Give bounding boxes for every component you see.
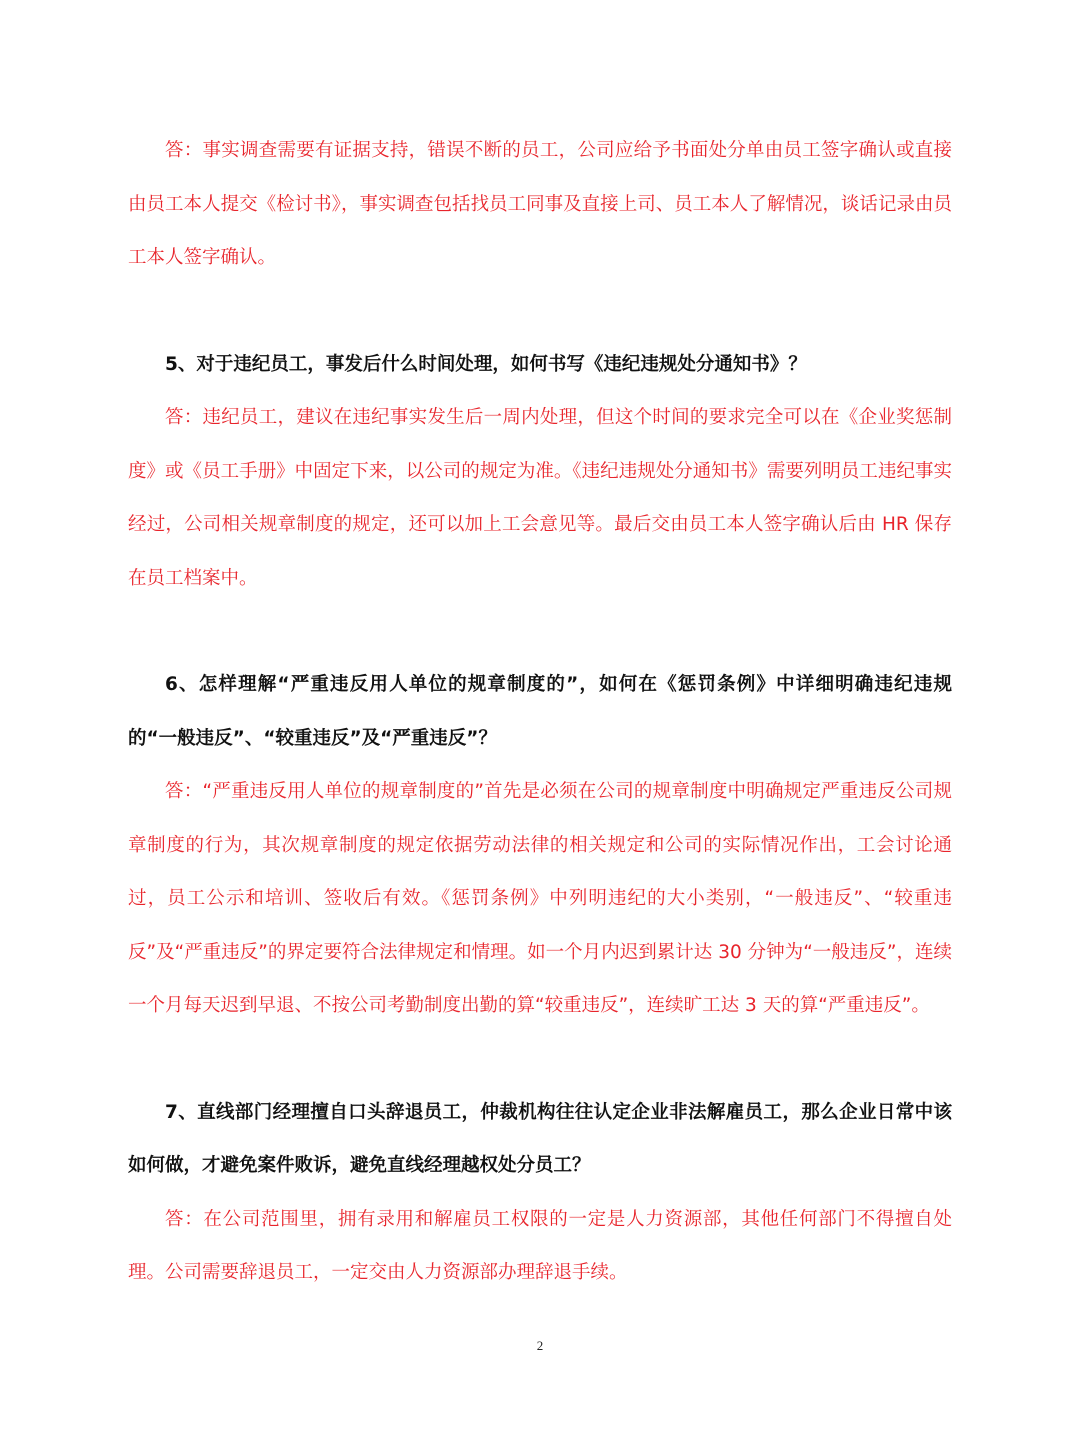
answer-paragraph-4: 答：事实调查需要有证据支持，错误不断的员工，公司应给予书面处分单由员工签字确认或直接由员工本人提交《检讨书》，事实调查包括找员工同事及直接上司、员工本人了解情况，谈话记录由员工本人签字确认。 [128,140,952,268]
question-5: 5、对于违纪员工，事发后什么时间处理，如何书写《违纪违规处分通知书》？ [165,353,807,375]
question-6: 6、怎样理解“严重违反用人单位的规章制度的”，如何在《惩罚条例》中详细明确违纪违规的“一般违反”、“较重违反”及“严重违反”？ [128,674,952,749]
answer-paragraph-5: 答：违纪员工，建议在违纪事实发生后一周内处理，但这个时间的要求完全可以在《企业奖惩制度》或《员工手册》中固定下来，以公司的规定为准。《违纪违规处分通知书》需要列明员工违纪事实经过，公司相关规章制度的规定，还可以加上工会意见等。最后交由员工本人签字确认后由 HR 保存在员工档案中。 [128,407,952,589]
answer-paragraph-7: 答：在公司范围里，拥有录用和解雇员工权限的一定是人力资源部，其他任何部门不得擅自处理。公司需要辞退员工，一定交由人力资源部办理辞退手续。 [128,1208,952,1283]
document-body [128,124,952,1300]
question-7: 7、直线部门经理擅自口头辞退员工，仲裁机构往往认定企业非法解雇员工，那么企业日常中该如何做，才避免案件败诉，避免直线经理越权处分员工？ [128,1101,952,1176]
page-number: 2 [536,1338,544,1353]
answer-paragraph-6: 答：“严重违反用人单位的规章制度的”首先是必须在公司的规章制度中明确规定严重违反公司规章制度的行为，其次规章制度的规定依据劳动法律的相关规定和公司的实际情况作出，工会讨论通过，员工公示和培训、签收后有效。《惩罚条例》中列明违纪的大小类别，“一般违反”、“较重违反”及“严重违反”的界定要符合法律规定和情理。如一个月内迟到累计达 30 分钟为“一般违反”，连续一个月每天迟到早退、不按公司考勤制度出勤的算“较重违反”，连续旷工达 3 天的算“严重违反”。 [128,781,952,1016]
